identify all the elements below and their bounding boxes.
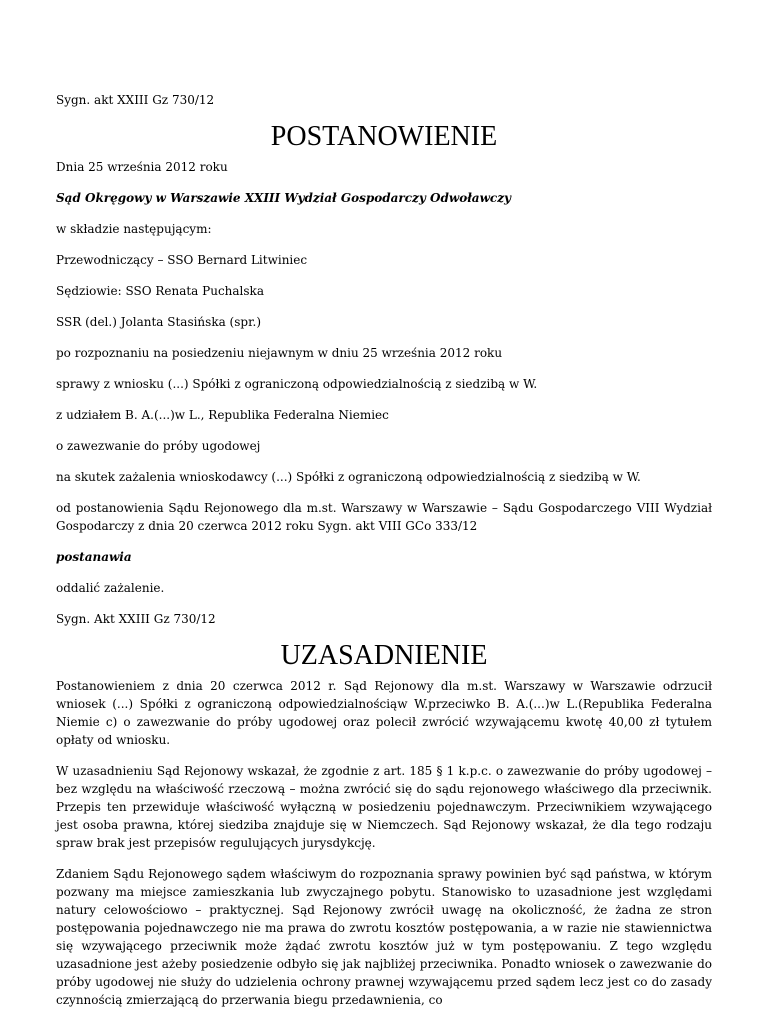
composition-intro: w składzie następującym: [56,222,212,236]
document-title: POSTANOWIENIE [270,121,498,152]
justification-title: UZASADNIENIE [280,640,488,671]
decides-heading: postanawia [56,550,132,564]
judges: Sędziowie: SSO Renata Puchalska [56,284,264,298]
judge-rapporteur: SSR (del.) Jolanta Stasińska (spr.) [56,315,261,329]
justification-paragraph: W uzasadnieniu Sąd Rejonowy wskazał, że zgodnie z art. 185 § 1 k.p.c. o zawezwanie do próby ugodowej – bez względu na właściwość rzeczową – można zwrócić się do sądu rejonowego właściwego dla przeciwnik. Przepis ten przewiduje właściwość wyłączną w posiedzeniu pojednawczym. Przeciwnikiem wzywającego jest osoba prawna, której siedziba znajduje się w Niemczech. Sąd Rejonowy wskazał, że dla tego rodzaju spraw brak jest przepisów regulujących jurysdykcję. [56,764,712,850]
justification-case-reference: Sygn. Akt XXIII Gz 730/12 [56,612,216,626]
justification-paragraph: Zdaniem Sądu Rejonowego sądem właściwym do rozpoznania sprawy powinien być sąd państwa, w którym pozwany ma miejsce zamieszkania lub zwyczajnego pobytu. Stanowisko to uzasadnione jest względami natury celowościowo – praktycznej. Sąd Rejonowy zwrócił uwagę na okoliczność, że żadna ze stron postępowania pojednawczego nie ma prawa do zwrotu kosztów postępowania, a w razie nie stawiennictwa się wzywającego przeciwnik może żądać zwrotu kosztów już w tym postępowaniu. Z tego względu uzasadnione jest ażeby posiedzenie odbyło się jak najbliżej przeciwnika. Ponadto wniosek o zawezwanie do próby ugodowej nie służy do udzielenia ochrony prawnej wzywającemu przed sądem lecz jest co do zasady czynnością zmierzającą do przerwania biegu przedawnienia, co [56,867,712,1007]
chair-judge: Przewodniczący – SSO Bernard Litwiniec [56,253,308,267]
decision-date: Dnia 25 września 2012 roku [56,160,228,174]
case-participant: z udziałem B. A.(...)w L., Republika Federalna Niemiec [56,408,389,422]
case-applicant: sprawy z wniosku (...) Spółki z ograniczoną odpowiedzialnością z siedzibą w W. [56,377,538,391]
complaint-info: na skutek zażalenia wnioskodawcy (...) Spółki z ograniczoną odpowiedzialnością z siedzibą w W. [56,470,641,484]
case-reference: Sygn. akt XXIII Gz 730/12 [56,93,215,107]
court-name: Sąd Okręgowy w Warszawie XXIII Wydział Gospodarczy Odwoławczy [56,191,512,205]
session-info: po rozpoznaniu na posiedzeniu niejawnym w dniu 25 września 2012 roku [56,346,503,360]
appealed-decision: od postanowienia Sądu Rejonowego dla m.st. Warszawy w Warszawie – Sądu Gospodarczego VIII Wydział Gospodarczy z dnia 20 czerwca 2012 roku Sygn. akt VIII GCo 333/12 [56,501,712,533]
ruling-text: oddalić zażalenie. [56,581,165,595]
case-subject: o zawezwanie do próby ugodowej [56,439,261,453]
justification-paragraph: Postanowieniem z dnia 20 czerwca 2012 r. Sąd Rejonowy dla m.st. Warszawy w Warszawie odrzucił wniosek (...) Spółki z ograniczoną odpowiedzialnościąw W.przeciwko B. A.(...)w L.(Republika Federalna Niemie c) o zawezwanie do próby ugodowej oraz polecił zwrócić wzywającemu kwotę 40,00 zł tytułem opłaty od wniosku. [56,679,712,747]
